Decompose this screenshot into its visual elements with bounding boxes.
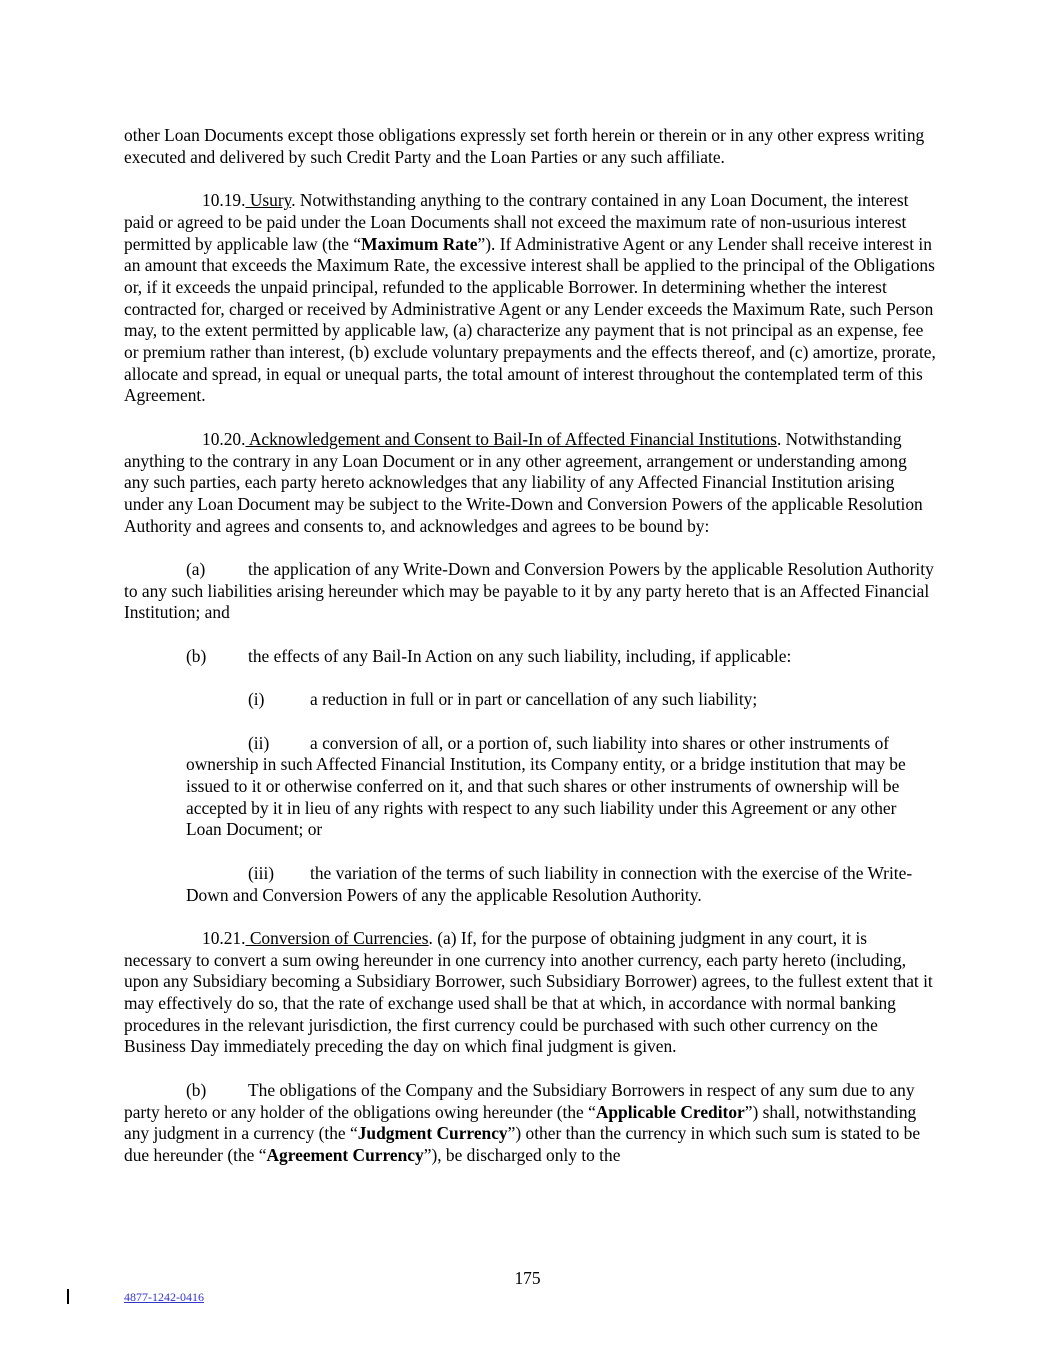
change-bar-mark — [67, 1289, 69, 1304]
clause-label: (ii) — [248, 732, 270, 753]
section-text: ”). If Administrative Agent or any Lender shall receive interest in an amount that exceeds the Maximum Rate, the excessive interest shall be applied to the principal of the Obligations or, if it exceeds the unpaid principal, refunded to the applicable Borrower. In determining whether the interest contracted for, charged or received by Administrative Agent or any Lender exceeds the Maximum Rate, such Person may, to the extent permitted by applicable law, (a) characterize any payment that is not principal as an expense, fee or premium rather than interest, (b) exclude voluntary prepayments and the effects thereof, and (c) amortize, prorate, allocate and spread, in equal or unequal parts, the total amount of interest throughout the contemplated term of this Agreement. — [124, 233, 936, 406]
clause-text: ”) shall, notwithstanding any judgment in a currency (the “ — [124, 1101, 917, 1144]
clause-label: (i) — [248, 689, 265, 710]
clause-text: ”), be discharged only to the — [423, 1144, 621, 1165]
section-10-21-currencies — [124, 928, 936, 1058]
clause-b — [124, 646, 936, 668]
clause-text: The obligations of the Company and the Subsidiary Borrowers in respect of any sum due to any party hereto or any holder of the obligations owing hereunder (the “ — [124, 1079, 915, 1122]
section-heading: Usury — [245, 190, 292, 211]
clause-label: (a) — [186, 559, 206, 580]
defined-term-agreement-currency: Agreement Currency — [266, 1144, 424, 1165]
defined-term-maximum-rate: Maximum Rate — [361, 233, 478, 254]
section-heading: Conversion of Currencies — [245, 927, 429, 948]
carryover-text: other Loan Documents except those obligations expressly set forth herein or therein or in any other express writing executed and delivered by such Credit Party and the Loan Parties or any such affiliate. — [124, 125, 925, 167]
clause-text: a conversion of all, or a portion of, such liability into shares or other instruments of ownership in such Affected Financial Institution, its Company entity, or a bridge institution that may be issued to it or otherwise conferred on it, and that such shares or other instruments of ownership will be accepted by it in lieu of any rights with respect to any such liability under this Agreement or any other Loan Document; or — [186, 732, 906, 840]
document-id-link[interactable]: 4877-1242-0416 — [124, 1290, 204, 1304]
section-10-20-bail-in — [124, 429, 936, 538]
section-text: . (a) If, for the purpose of obtaining judgment in any court, it is necessary to convert a sum owing hereunder in one currency into another currency, each party hereto (including, upon any Subsidiary becoming a Subsidiary Borrower, such Subsidiary Borrower) agrees, to the fullest extent that it may effectively do so, that the rate of exchange used shall be that at which, in accordance with normal banking procedures in the relevant jurisdiction, the first currency could be purchased with such other currency on the Business Day immediately preceding the day on which final judgment is given. — [124, 927, 933, 1057]
clause-a — [124, 559, 936, 624]
section-text: . Notwithstanding anything to the contrary contained in any Loan Document, the interest paid or agreed to be paid under the Loan Documents shall not exceed the maximum rate of non-usurious interest permitted by applicable law (the “ — [124, 190, 909, 254]
defined-term-applicable-creditor: Applicable Creditor — [595, 1101, 745, 1122]
clause-10-21-b — [124, 1080, 936, 1167]
clause-b-i — [124, 689, 936, 711]
page-number: 175 — [514, 1268, 541, 1288]
carryover-paragraph — [124, 125, 936, 168]
section-number: 10.21. — [202, 927, 246, 948]
clause-label: (b) — [186, 1079, 207, 1100]
clause-text: the variation of the terms of such liability in connection with the exercise of the Write-Down and Conversion Powers of any the applicable Resolution Authority. — [186, 862, 913, 905]
section-heading: Acknowledgement and Consent to Bail-In of Affected Financial Institutions — [245, 428, 777, 449]
clause-text: the effects of any Bail-In Action on any such liability, including, if applicable: — [248, 645, 792, 666]
section-number: 10.20. — [202, 428, 246, 449]
clause-text: ”) other than the currency in which such sum is stated to be due hereunder (the “ — [124, 1123, 921, 1165]
section-text: . Notwithstanding anything to the contrary in any Loan Document or in any other agreement, arrangement or understanding among any such parties, each party hereto acknowledges that any liability of any Affected Financial Institution arising under any Loan Document may be subject to the Write-Down and Conversion Powers of the applicable Resolution Authority and agrees and consents to, and acknowledges and agrees to be bound by: — [124, 428, 923, 536]
defined-term-judgment-currency: Judgment Currency — [357, 1123, 508, 1144]
clause-label: (b) — [186, 645, 207, 666]
document-page — [124, 125, 936, 1188]
clause-b-ii — [124, 733, 936, 842]
clause-b-iii — [124, 863, 936, 906]
section-number: 10.19. — [202, 190, 246, 211]
clause-text: the application of any Write-Down and Conversion Powers by the applicable Resolution Authority to any such liabilities arising hereunder which may be payable to it by any party hereto that is an Affected Financial Institution; and — [124, 559, 934, 623]
section-10-19-usury — [124, 190, 936, 407]
clause-label: (iii) — [248, 862, 275, 883]
clause-text: a reduction in full or in part or cancellation of any such liability; — [310, 689, 758, 710]
